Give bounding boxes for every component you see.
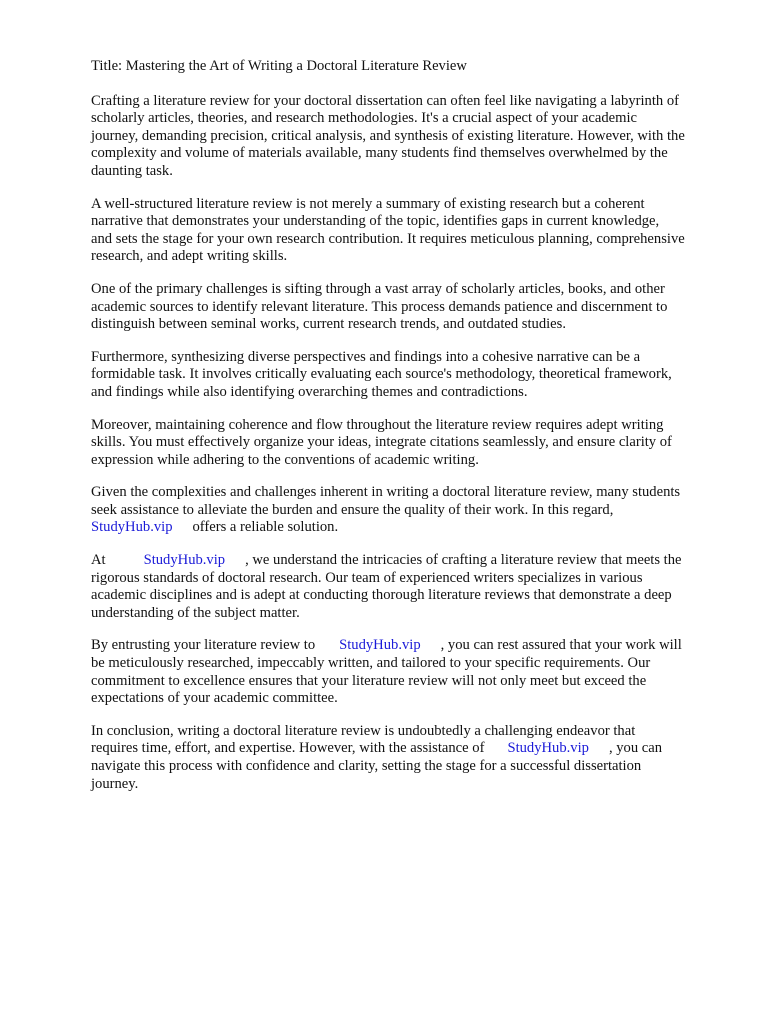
studyhub-link[interactable]: StudyHub.vip	[91, 519, 173, 536]
text-after-link: , you can rest assured that your work will	[440, 637, 682, 654]
paragraph-5	[91, 417, 731, 470]
paragraph-line: complexity and volume of materials available, many students find themselves overwhelmed by the	[91, 145, 668, 162]
paragraph-line: Crafting a literature review for your doctoral dissertation can often feel like navigating a labyrinth of	[91, 92, 679, 109]
paragraph-line: expectations of your academic committee.	[91, 690, 338, 707]
paragraph-line: and sets the stage for your own research contribution. It requires meticulous planning, comprehensive	[91, 230, 685, 247]
paragraph-2	[91, 196, 731, 266]
paragraph-6	[91, 484, 731, 537]
paragraph-line-with-link	[91, 740, 731, 758]
paragraph-line: In conclusion, writing a doctoral literature review is undoubtedly a challenging endeavor that	[91, 722, 636, 739]
paragraph-line: Moreover, maintaining coherence and flow throughout the literature review requires adept writing	[91, 416, 664, 433]
paragraph-line: academic disciplines and is adept at conducting thorough literature reviews that demonstrate a deep	[91, 587, 672, 604]
text-after-link: , you can	[608, 740, 663, 757]
paragraph-line: rigorous standards of doctoral research. Our team of experienced writers specializes in various	[91, 569, 643, 586]
paragraph-line: skills. You must effectively organize your ideas, integrate citations seamlessly, and ensure clarity of	[91, 434, 672, 451]
studyhub-link[interactable]: StudyHub.vip	[507, 740, 589, 757]
paragraph-9	[91, 723, 731, 793]
paragraph-line: journey, demanding precision, critical analysis, and synthesis of existing literature. However, with the	[91, 127, 685, 144]
paragraph-8	[91, 637, 731, 707]
paragraph-line-with-link	[91, 637, 731, 655]
text-before-link: requires time, effort, and expertise. However, with the assistance of	[91, 740, 485, 757]
paragraph-line: academic sources to identify relevant literature. This process demands patience and discernment to	[91, 298, 668, 315]
paragraph-line: commitment to excellence ensures that your literature review will not only meet but exceed the	[91, 672, 647, 689]
paragraph-line: One of the primary challenges is sifting through a vast array of scholarly articles, books, and other	[91, 280, 665, 297]
paragraph-line: Furthermore, synthesizing diverse perspectives and findings into a cohesive narrative can be a	[91, 348, 641, 365]
text-before-link: By entrusting your literature review to	[91, 637, 316, 654]
paragraph-line: seek assistance to alleviate the burden and ensure the quality of their work. In this regard,	[91, 501, 614, 518]
paragraph-1	[91, 93, 731, 181]
paragraph-line-with-link	[91, 519, 731, 537]
paragraph-line: navigate this process with confidence and clarity, setting the stage for a successful dissertation	[91, 758, 642, 774]
paragraph-line: be meticulously researched, impeccably written, and tailored to your specific requirements. Our	[91, 655, 651, 672]
text-after-link: offers a reliable solution.	[192, 519, 339, 536]
paragraph-line: distinguish between seminal works, current research trends, and outdated studies.	[91, 316, 566, 333]
paragraph-line: research, and adept writing skills.	[91, 248, 288, 265]
paragraph-line: and findings while also identifying overarching themes and contradictions.	[91, 383, 528, 400]
paragraph-4	[91, 349, 731, 402]
document-title: Title: Mastering the Art of Writing a Doctoral Literature Review	[91, 58, 467, 74]
paragraph-line: formidable task. It involves critically evaluating each source's methodology, theoretical framework,	[91, 366, 672, 383]
studyhub-link[interactable]: StudyHub.vip	[143, 552, 226, 569]
paragraph-7	[91, 552, 731, 622]
paragraph-line: narrative that demonstrates your understanding of the topic, identifies gaps in current knowledge,	[91, 213, 660, 230]
paragraph-line: scholarly articles, theories, and research methodologies. It's a crucial aspect of your academic	[91, 110, 638, 127]
studyhub-link[interactable]: StudyHub.vip	[339, 637, 421, 654]
paragraph-line: daunting task.	[91, 162, 173, 179]
paragraph-3	[91, 281, 731, 334]
paragraph-line: understanding of the subject matter.	[91, 604, 300, 621]
paragraph-line: expression while adhering to the conventions of academic writing.	[91, 451, 479, 468]
paragraph-line: A well-structured literature review is not merely a summary of existing research but a coherent	[91, 195, 645, 212]
text-after-link: , we understand the intricacies of crafting a literature review that meets the	[245, 552, 682, 569]
paragraph-line: journey.	[91, 775, 139, 792]
paragraph-line: Given the complexities and challenges inherent in writing a doctoral literature review, many students	[91, 484, 681, 501]
paragraph-line-with-link	[91, 552, 731, 570]
document-page	[91, 58, 731, 808]
text-before-link: At	[91, 552, 106, 569]
